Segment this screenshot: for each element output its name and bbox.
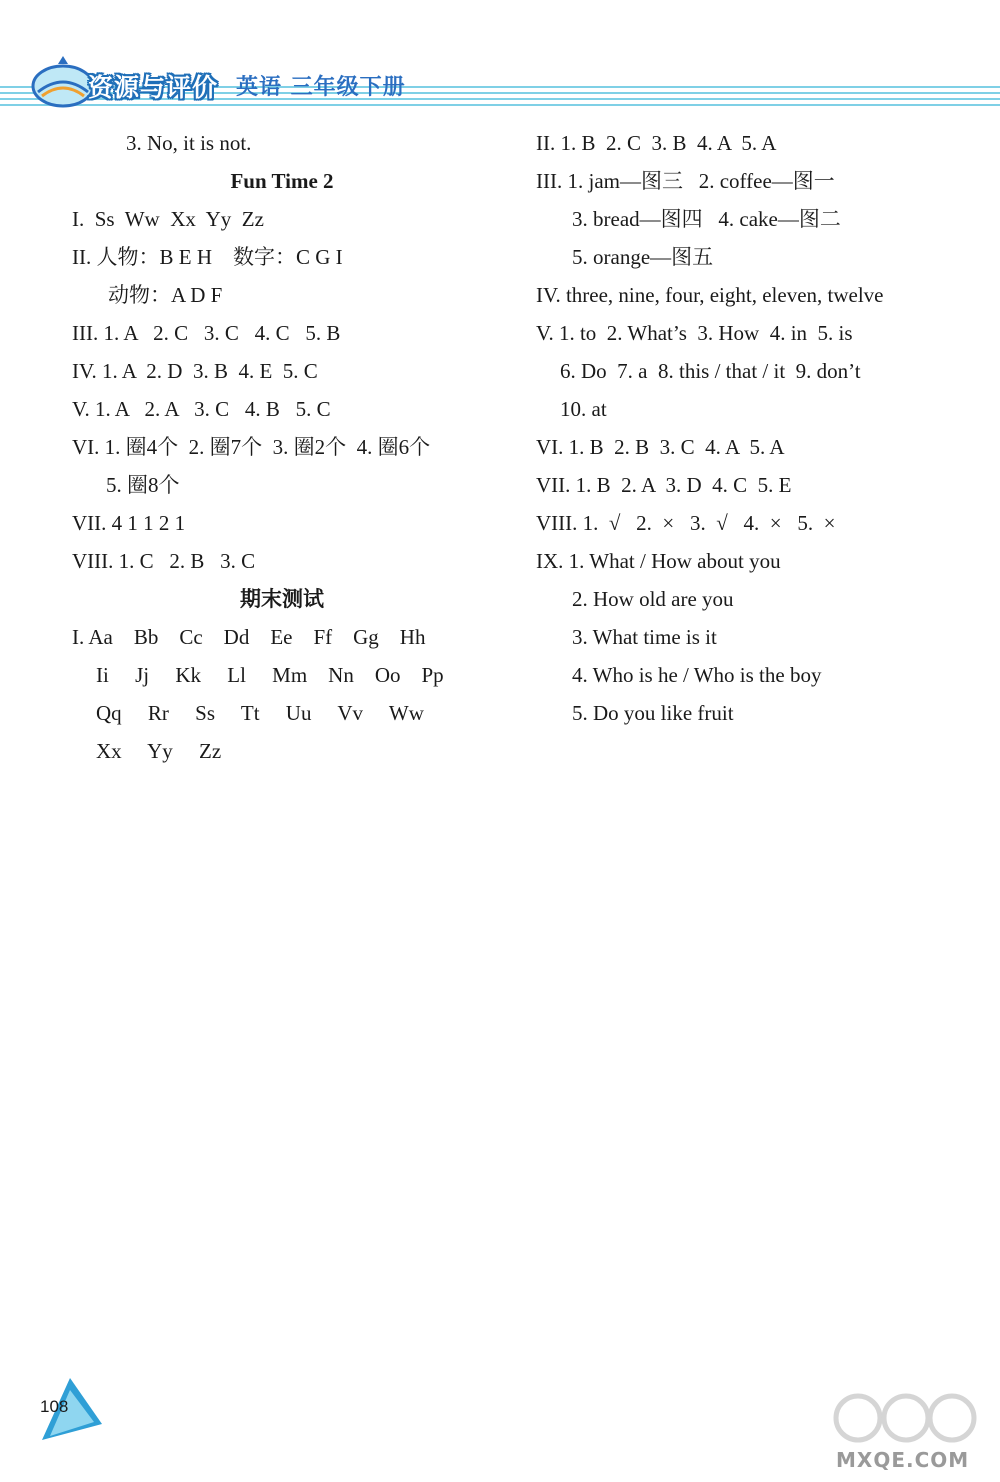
answer-line: 3. What time is it xyxy=(572,625,717,649)
page-header xyxy=(0,0,1000,125)
answer-line: 2. How old are you xyxy=(572,587,734,611)
answer-line: II. 1. B 2. C 3. B 4. A 5. A xyxy=(536,131,777,155)
answer-line: VII. 4 1 1 2 1 xyxy=(72,511,186,535)
answer-line: VII. 1. B 2. A 3. D 4. C 5. E xyxy=(536,473,792,497)
left-answer-column xyxy=(72,124,492,770)
answer-line: 5. Do you like fruit xyxy=(572,701,734,725)
answer-line: V. 1. to 2. What’s 3. How 4. in 5. is xyxy=(536,321,853,345)
answer-line: IX. 1. What / How about you xyxy=(536,549,781,573)
answer-line: III. 1. A 2. C 3. C 4. C 5. B xyxy=(72,321,341,345)
answer-line: 4. Who is he / Who is the boy xyxy=(572,663,822,687)
book-subject: 英语 三年级下册 xyxy=(236,75,406,100)
brand-title: 资源与评价 xyxy=(88,73,219,102)
page-number: 108 xyxy=(40,1397,69,1416)
answer-line: 10. at xyxy=(560,397,607,421)
answer-line: VI. 1. B 2. B 3. C 4. A 5. A xyxy=(536,435,785,459)
answer-line: 5. orange—图五 xyxy=(572,245,714,269)
answer-line: I. Ss Ww Xx Yy Zz xyxy=(72,207,264,231)
answer-line: IV. three, nine, four, eight, eleven, twelve xyxy=(536,283,884,307)
section-heading: Fun Time 2 xyxy=(230,169,334,193)
watermark-text: MXQE.COM xyxy=(836,1448,970,1472)
answer-line: Qq Rr Ss Tt Uu Vv Ww xyxy=(96,701,424,725)
answer-line: IV. 1. A 2. D 3. B 4. E 5. C xyxy=(72,359,318,383)
answer-line: Ii Jj Kk Ll Mm Nn Oo Pp xyxy=(96,663,444,687)
answer-line: 动物：A D F xyxy=(108,283,223,307)
answer-line: II. 人物：B E H 数字：C G I xyxy=(72,245,343,269)
right-answer-column xyxy=(536,124,976,732)
answer-line: VIII. 1. C 2. B 3. C xyxy=(72,549,256,573)
answer-line: 3. bread—图四 4. cake—图二 xyxy=(572,207,841,231)
answer-line: III. 1. jam—图三 2. coffee—图一 xyxy=(536,169,835,193)
section-heading: 期末测试 xyxy=(240,587,324,611)
answer-line: 5. 圈8个 xyxy=(106,473,180,497)
answer-line: V. 1. A 2. A 3. C 4. B 5. C xyxy=(72,397,331,421)
answer-line: VI. 1. 圈4个 2. 圈7个 3. 圈2个 4. 圈6个 xyxy=(72,435,431,459)
answer-line: VIII. 1. √ 2. × 3. √ 4. × 5. × xyxy=(536,511,836,535)
answer-line: I. Aa Bb Cc Dd Ee Ff Gg Hh xyxy=(72,625,426,649)
answer-line: 6. Do 7. a 8. this / that / it 9. don’t xyxy=(560,359,861,383)
answer-line: 3. No, it is not. xyxy=(126,131,252,155)
answer-line: Xx Yy Zz xyxy=(96,739,222,763)
